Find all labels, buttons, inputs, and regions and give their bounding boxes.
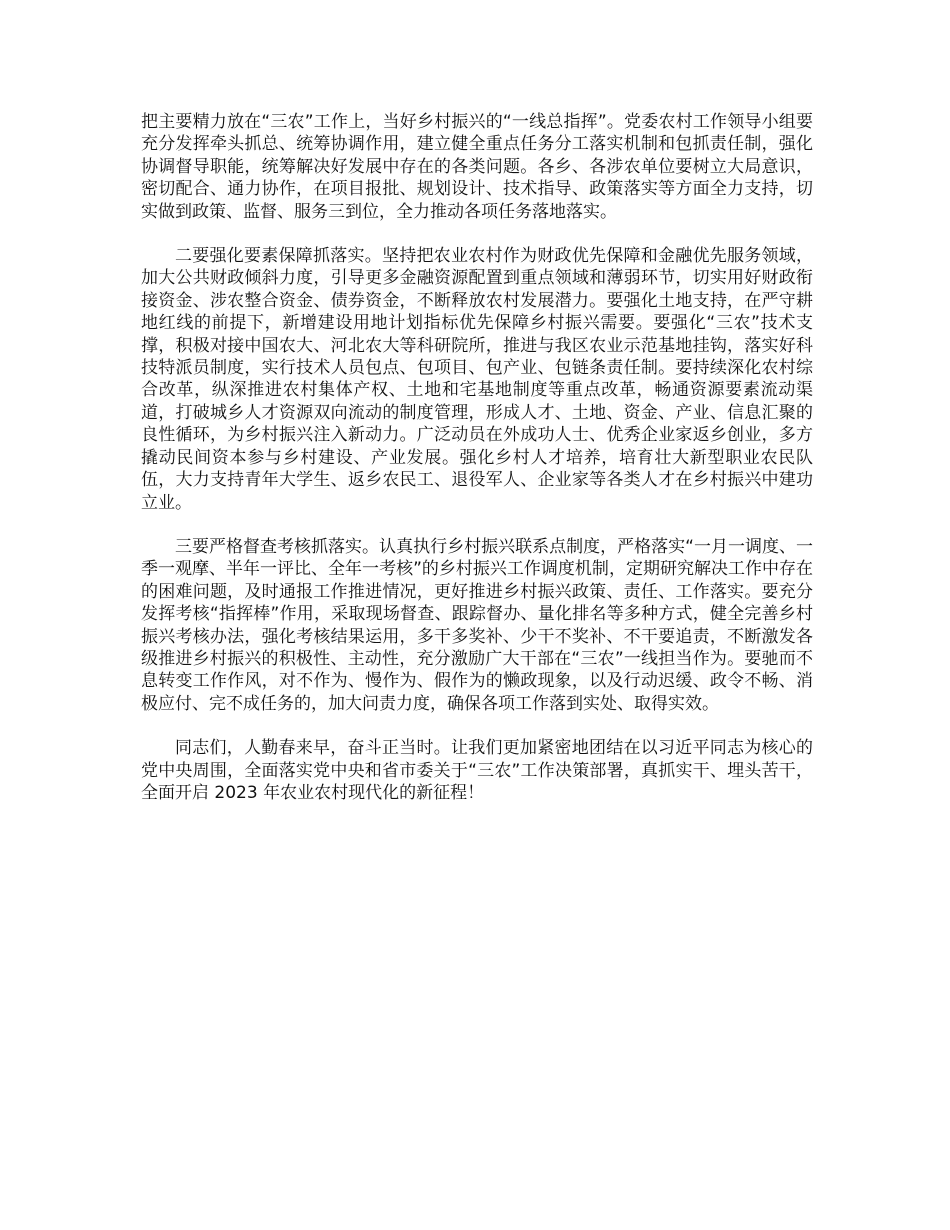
paragraph-resource-guarantee: 二要强化要素保障抓落实。坚持把农业农村作为财政优先保障和金融优先服务领域，加大公共财政倾斜力度，引导更多金融资源配置到重点领域和薄弱环节，切实用好财政衔接资金、涉农整合资金、债券资金，不断释放农村发展潜力。要强化土地支持，在严守耕地红线的前提下，新增建设用地计划指标优先保障乡村振兴需要。要强化“三农”技术支撑，积极对接中国农大、河北农大等科研院所，推进与我区农业示范基地挂钩，落实好科技特派员制度，实行技术人员包点、包项目、包产业、包链条责任制。要持续深化农村综合改革，纵深推进农村集体产权、土地和宅基地制度等重点改革，畅通资源要素流动渠道，打破城乡人才资源双向流动的制度管理，形成人才、土地、资金、产业、信息汇聚的良性循环，为乡村振兴注入新动力。广泛动员在外成功人士、优秀企业家返乡创业，多方撬动民间资本参与乡村建设、产业发展。强化乡村人才培养，培育壮大新型职业农民队伍，大力支持青年大学生、返乡农民工、退役军人、企业家等各类人才在乡村振兴中建功立业。: [141, 246, 813, 513]
paragraph-leadership: 把主要精力放在“三农”工作上，当好乡村振兴的“一线总指挥”。党委农村工作领导小组要充分发挥牵头抓总、统筹协调作用，建立健全重点任务分工落实机制和包抓责任制，强化协调督导职能，统筹解决好发展中存在的各类问题。各乡、各涉农单位要树立大局意识，密切配合、通力协作，在项目报批、规划设计、技术指导、政策落实等方面全力支持，切实做到政策、监督、服务三到位，全力推动各项任务落地落实。: [141, 112, 813, 222]
paragraph-closing: 同志们，人勤春来早，奋斗正当时。让我们更加紧密地团结在以习近平同志为核心的党中央周围，全面落实党中央和省市委关于“三农”工作决策部署，真抓实干、埋头苦干，全面开启 2023 年农业农村现代化的新征程！: [141, 738, 813, 803]
document-body: [141, 111, 813, 826]
paragraph-supervision-assessment: 三要严格督查考核抓落实。认真执行乡村振兴联系点制度，严格落实“一月一调度、一季一观摩、半年一评比、全年一考核”的乡村振兴工作调度机制，定期研究解决工作中存在的困难问题，及时通报工作推进情况，更好推进乡村振兴政策、责任、工作落实。要充分发挥考核“指挥棒”作用，采取现场督查、跟踪督办、量化排名等多种方式，健全完善乡村振兴考核办法，强化考核结果运用，多干多奖补、少干不奖补、不干要追责，不断激发各级推进乡村振兴的积极性、主动性，充分激励广大干部在“三农”一线担当作为。要驰而不息转变工作作风，对不作为、慢作为、假作为的懒政现象，以及行动迟缓、政令不畅、消极应付、完不成任务的，加大问责力度，确保各项工作落到实处、取得实效。: [141, 536, 813, 714]
